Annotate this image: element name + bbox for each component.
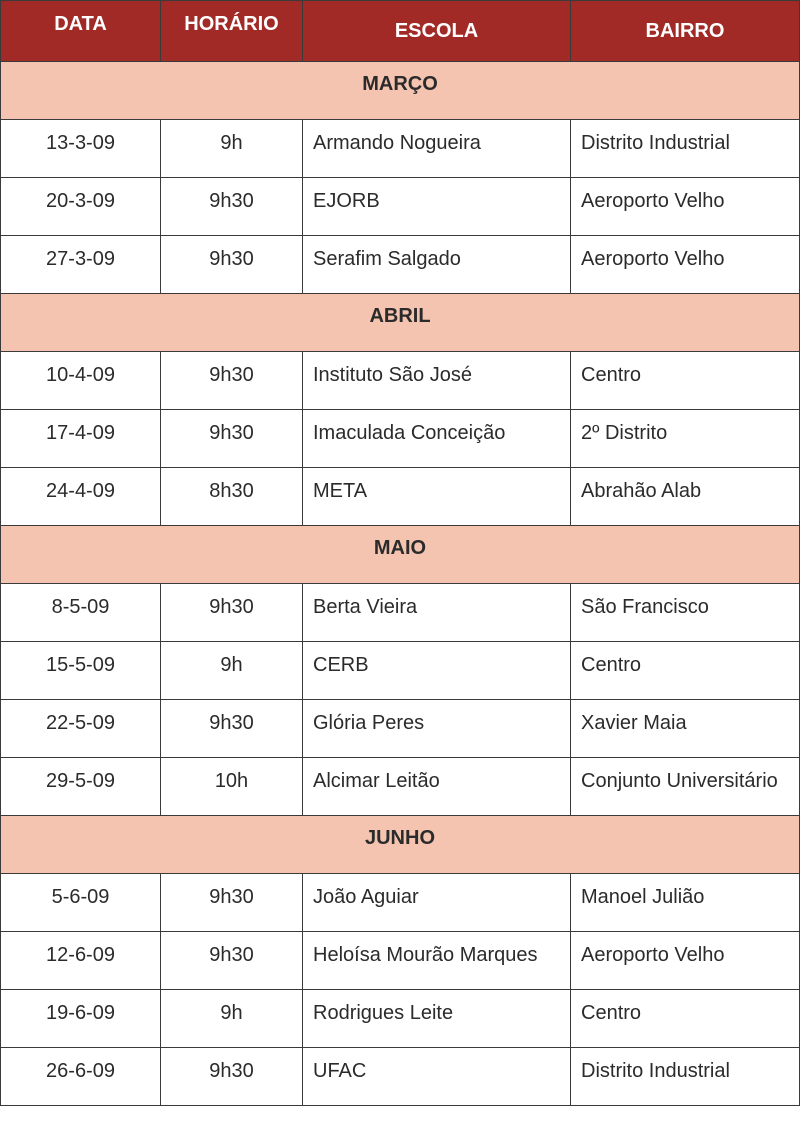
cell-data: 15-5-09 (1, 642, 161, 700)
header-horario: HORÁRIO (161, 1, 303, 62)
cell-data: 20-3-09 (1, 178, 161, 236)
cell-data: 10-4-09 (1, 352, 161, 410)
month-label: ABRIL (1, 294, 800, 352)
cell-data: 29-5-09 (1, 758, 161, 816)
cell-horario: 8h30 (161, 468, 303, 526)
cell-data: 24-4-09 (1, 468, 161, 526)
cell-bairro: Centro (571, 352, 800, 410)
cell-horario: 9h30 (161, 700, 303, 758)
cell-horario: 9h30 (161, 584, 303, 642)
cell-escola: META (303, 468, 571, 526)
cell-data: 22-5-09 (1, 700, 161, 758)
cell-bairro: Conjunto Universitário (571, 758, 800, 816)
cell-horario: 9h (161, 120, 303, 178)
cell-escola: Alcimar Leitão (303, 758, 571, 816)
cell-bairro: 2º Distrito (571, 410, 800, 468)
table-row (1, 1048, 800, 1106)
cell-horario: 9h30 (161, 410, 303, 468)
cell-escola: EJORB (303, 178, 571, 236)
cell-bairro: Centro (571, 642, 800, 700)
table-row (1, 700, 800, 758)
table-row (1, 584, 800, 642)
month-label: JUNHO (1, 816, 800, 874)
cell-data: 26-6-09 (1, 1048, 161, 1106)
header-row (1, 1, 800, 62)
cell-data: 17-4-09 (1, 410, 161, 468)
cell-data: 8-5-09 (1, 584, 161, 642)
cell-horario: 9h (161, 642, 303, 700)
cell-escola: Armando Nogueira (303, 120, 571, 178)
month-label: MAIO (1, 526, 800, 584)
header-bairro: BAIRRO (571, 1, 800, 62)
cell-data: 12-6-09 (1, 932, 161, 990)
cell-escola: Glória Peres (303, 700, 571, 758)
cell-data: 13-3-09 (1, 120, 161, 178)
table-row (1, 236, 800, 294)
table-row (1, 758, 800, 816)
cell-escola: CERB (303, 642, 571, 700)
cell-horario: 9h30 (161, 874, 303, 932)
cell-bairro: Aeroporto Velho (571, 178, 800, 236)
month-row (1, 526, 800, 584)
table-row (1, 932, 800, 990)
cell-bairro: Distrito Industrial (571, 1048, 800, 1106)
header-escola: ESCOLA (303, 1, 571, 62)
table-row (1, 990, 800, 1048)
cell-bairro: Abrahão Alab (571, 468, 800, 526)
header-data: DATA (1, 1, 161, 62)
cell-horario: 9h30 (161, 352, 303, 410)
cell-data: 19-6-09 (1, 990, 161, 1048)
cell-escola: Imaculada Conceição (303, 410, 571, 468)
cell-bairro: São Francisco (571, 584, 800, 642)
cell-bairro: Distrito Industrial (571, 120, 800, 178)
cell-escola: João Aguiar (303, 874, 571, 932)
table-row (1, 642, 800, 700)
cell-escola: Berta Vieira (303, 584, 571, 642)
cell-data: 27-3-09 (1, 236, 161, 294)
month-label: MARÇO (1, 62, 800, 120)
cell-escola: Heloísa Mourão Marques (303, 932, 571, 990)
cell-horario: 10h (161, 758, 303, 816)
cell-horario: 9h30 (161, 236, 303, 294)
cell-escola: Rodrigues Leite (303, 990, 571, 1048)
cell-horario: 9h (161, 990, 303, 1048)
month-row (1, 62, 800, 120)
cell-bairro: Xavier Maia (571, 700, 800, 758)
table-row (1, 352, 800, 410)
cell-escola: Instituto São José (303, 352, 571, 410)
cell-horario: 9h30 (161, 1048, 303, 1106)
table-row (1, 410, 800, 468)
cell-horario: 9h30 (161, 932, 303, 990)
cell-escola: UFAC (303, 1048, 571, 1106)
cell-bairro: Centro (571, 990, 800, 1048)
month-row (1, 294, 800, 352)
cell-bairro: Aeroporto Velho (571, 932, 800, 990)
cell-horario: 9h30 (161, 178, 303, 236)
cell-data: 5-6-09 (1, 874, 161, 932)
cell-escola: Serafim Salgado (303, 236, 571, 294)
table-row (1, 468, 800, 526)
table-row (1, 874, 800, 932)
cell-bairro: Aeroporto Velho (571, 236, 800, 294)
table-row (1, 120, 800, 178)
table-row (1, 178, 800, 236)
cell-bairro: Manoel Julião (571, 874, 800, 932)
month-row (1, 816, 800, 874)
